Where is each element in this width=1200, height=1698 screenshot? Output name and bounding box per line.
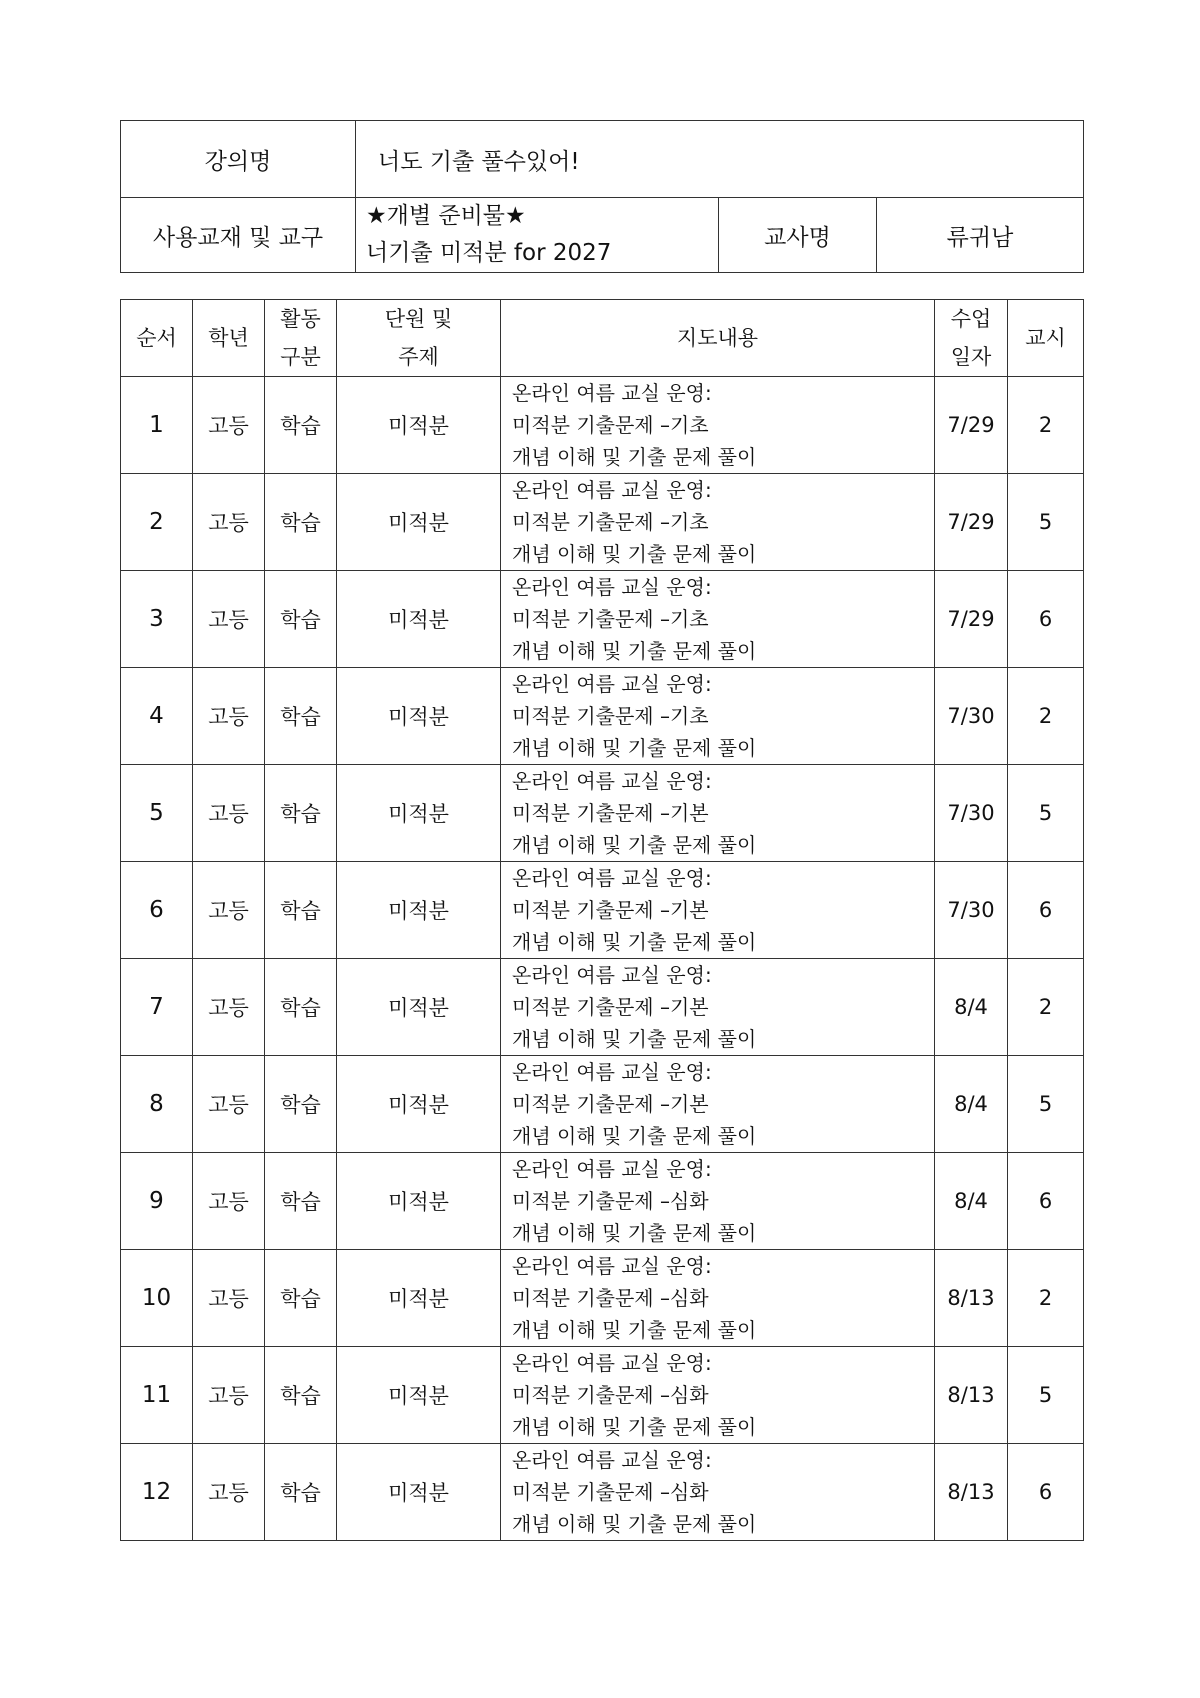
content-line-2: 미적분 기출문제 –기초 xyxy=(512,704,709,728)
cell-period: 5 xyxy=(1008,1056,1084,1153)
table-row xyxy=(121,377,1084,474)
content-line-2: 미적분 기출문제 –심화 xyxy=(512,1189,709,1213)
content-line-1: 온라인 여름 교실 운영: xyxy=(512,1448,712,1472)
cell-order: 4 xyxy=(121,668,193,765)
content-line-3: 개념 이해 및 기출 문제 풀이 xyxy=(512,1318,757,1342)
cell-grade: 고등 xyxy=(193,862,265,959)
content-line-1: 온라인 여름 교실 운영: xyxy=(512,963,712,987)
table-row xyxy=(121,1153,1084,1250)
content-line-3: 개념 이해 및 기출 문제 풀이 xyxy=(512,736,757,760)
cell-period: 2 xyxy=(1008,1250,1084,1347)
cell-content xyxy=(501,1056,935,1153)
course-name-label: 강의명 xyxy=(121,121,356,198)
cell-activity: 학습 xyxy=(265,1056,337,1153)
cell-grade: 고등 xyxy=(193,571,265,668)
cell-date: 8/4 xyxy=(935,959,1008,1056)
cell-grade: 고등 xyxy=(193,1153,265,1250)
content-line-3: 개념 이해 및 기출 문제 풀이 xyxy=(512,1415,757,1439)
content-line-3: 개념 이해 및 기출 문제 풀이 xyxy=(512,542,757,566)
cell-unit: 미적분 xyxy=(337,862,501,959)
cell-period: 2 xyxy=(1008,959,1084,1056)
materials-line-2: 너기출 미적분 for 2027 xyxy=(366,240,612,266)
cell-content xyxy=(501,571,935,668)
cell-content xyxy=(501,1347,935,1444)
cell-period: 6 xyxy=(1008,571,1084,668)
cell-period: 5 xyxy=(1008,1347,1084,1444)
header-date-line-2: 일자 xyxy=(950,345,992,369)
table-row xyxy=(121,1056,1084,1153)
header-grade: 학년 xyxy=(193,300,265,377)
header-order: 순서 xyxy=(121,300,193,377)
cell-grade: 고등 xyxy=(193,1444,265,1541)
cell-grade: 고등 xyxy=(193,765,265,862)
cell-order: 2 xyxy=(121,474,193,571)
cell-period: 5 xyxy=(1008,765,1084,862)
cell-order: 11 xyxy=(121,1347,193,1444)
cell-activity: 학습 xyxy=(265,474,337,571)
cell-period: 2 xyxy=(1008,668,1084,765)
cell-period: 6 xyxy=(1008,1444,1084,1541)
content-line-2: 미적분 기출문제 –기초 xyxy=(512,413,709,437)
content-line-2: 미적분 기출문제 –심화 xyxy=(512,1286,709,1310)
table-row xyxy=(121,862,1084,959)
cell-date: 8/4 xyxy=(935,1056,1008,1153)
cell-unit: 미적분 xyxy=(337,668,501,765)
cell-unit: 미적분 xyxy=(337,959,501,1056)
teacher-label: 교사명 xyxy=(719,198,877,273)
cell-date: 8/13 xyxy=(935,1444,1008,1541)
cell-date: 7/29 xyxy=(935,377,1008,474)
cell-activity: 학습 xyxy=(265,1347,337,1444)
cell-content xyxy=(501,959,935,1056)
cell-grade: 고등 xyxy=(193,474,265,571)
cell-period: 5 xyxy=(1008,474,1084,571)
content-line-3: 개념 이해 및 기출 문제 풀이 xyxy=(512,1512,757,1536)
content-line-1: 온라인 여름 교실 운영: xyxy=(512,478,712,502)
content-line-1: 온라인 여름 교실 운영: xyxy=(512,575,712,599)
cell-date: 8/13 xyxy=(935,1347,1008,1444)
table-row xyxy=(121,1347,1084,1444)
header-activity-line-2: 구분 xyxy=(280,345,321,369)
cell-grade: 고등 xyxy=(193,959,265,1056)
cell-activity: 학습 xyxy=(265,571,337,668)
table-row xyxy=(121,474,1084,571)
materials-line-1: ★개별 준비물★ xyxy=(366,203,526,229)
table-row xyxy=(121,571,1084,668)
content-line-1: 온라인 여름 교실 운영: xyxy=(512,1157,712,1181)
cell-unit: 미적분 xyxy=(337,1153,501,1250)
content-line-1: 온라인 여름 교실 운영: xyxy=(512,1254,712,1278)
cell-content xyxy=(501,765,935,862)
content-line-3: 개념 이해 및 기출 문제 풀이 xyxy=(512,1027,757,1051)
cell-order: 5 xyxy=(121,765,193,862)
cell-date: 7/30 xyxy=(935,862,1008,959)
cell-unit: 미적분 xyxy=(337,474,501,571)
header-date xyxy=(935,300,1008,377)
cell-unit: 미적분 xyxy=(337,377,501,474)
cell-order: 10 xyxy=(121,1250,193,1347)
course-info-table xyxy=(120,120,1084,273)
header-activity xyxy=(265,300,337,377)
cell-content xyxy=(501,1153,935,1250)
table-row xyxy=(121,1444,1084,1541)
content-line-2: 미적분 기출문제 –기본 xyxy=(512,898,709,922)
content-line-3: 개념 이해 및 기출 문제 풀이 xyxy=(512,1221,757,1245)
cell-content xyxy=(501,1250,935,1347)
cell-unit: 미적분 xyxy=(337,765,501,862)
course-name-value: 너도 기출 풀수있어! xyxy=(356,121,1084,198)
cell-unit: 미적분 xyxy=(337,1347,501,1444)
cell-activity: 학습 xyxy=(265,765,337,862)
table-row xyxy=(121,765,1084,862)
content-line-1: 온라인 여름 교실 운영: xyxy=(512,866,712,890)
content-line-3: 개념 이해 및 기출 문제 풀이 xyxy=(512,833,757,857)
content-line-2: 미적분 기출문제 –심화 xyxy=(512,1480,709,1504)
cell-order: 3 xyxy=(121,571,193,668)
header-content: 지도내용 xyxy=(501,300,935,377)
cell-order: 1 xyxy=(121,377,193,474)
header-unit xyxy=(337,300,501,377)
content-line-3: 개념 이해 및 기출 문제 풀이 xyxy=(512,639,757,663)
cell-order: 6 xyxy=(121,862,193,959)
cell-activity: 학습 xyxy=(265,862,337,959)
cell-date: 8/13 xyxy=(935,1250,1008,1347)
cell-date: 8/4 xyxy=(935,1153,1008,1250)
cell-unit: 미적분 xyxy=(337,1444,501,1541)
content-line-1: 온라인 여름 교실 운영: xyxy=(512,672,712,696)
materials-label: 사용교재 및 교구 xyxy=(121,198,356,273)
table-row xyxy=(121,668,1084,765)
cell-period: 6 xyxy=(1008,862,1084,959)
content-line-1: 온라인 여름 교실 운영: xyxy=(512,1351,712,1375)
cell-date: 7/30 xyxy=(935,668,1008,765)
cell-content xyxy=(501,862,935,959)
cell-grade: 고등 xyxy=(193,1347,265,1444)
cell-date: 7/29 xyxy=(935,474,1008,571)
cell-period: 6 xyxy=(1008,1153,1084,1250)
cell-date: 7/30 xyxy=(935,765,1008,862)
content-line-3: 개념 이해 및 기출 문제 풀이 xyxy=(512,445,757,469)
content-line-2: 미적분 기출문제 –기본 xyxy=(512,801,709,825)
content-line-2: 미적분 기출문제 –기본 xyxy=(512,995,709,1019)
table-row xyxy=(121,1250,1084,1347)
cell-unit: 미적분 xyxy=(337,1056,501,1153)
cell-unit: 미적분 xyxy=(337,1250,501,1347)
cell-content xyxy=(501,377,935,474)
cell-grade: 고등 xyxy=(193,1250,265,1347)
content-line-1: 온라인 여름 교실 운영: xyxy=(512,769,712,793)
cell-activity: 학습 xyxy=(265,1444,337,1541)
header-date-line-1: 수업 xyxy=(950,307,992,331)
cell-unit: 미적분 xyxy=(337,571,501,668)
content-line-3: 개념 이해 및 기출 문제 풀이 xyxy=(512,1124,757,1148)
content-line-2: 미적분 기출문제 –기본 xyxy=(512,1092,709,1116)
cell-activity: 학습 xyxy=(265,377,337,474)
header-period: 교시 xyxy=(1008,300,1084,377)
cell-order: 8 xyxy=(121,1056,193,1153)
cell-grade: 고등 xyxy=(193,377,265,474)
cell-order: 12 xyxy=(121,1444,193,1541)
header-unit-line-2: 주제 xyxy=(398,345,439,369)
content-line-1: 온라인 여름 교실 운영: xyxy=(512,381,712,405)
content-line-2: 미적분 기출문제 –기초 xyxy=(512,510,709,534)
cell-content xyxy=(501,1444,935,1541)
content-line-2: 미적분 기출문제 –기초 xyxy=(512,607,709,631)
cell-date: 7/29 xyxy=(935,571,1008,668)
cell-grade: 고등 xyxy=(193,668,265,765)
content-line-2: 미적분 기출문제 –심화 xyxy=(512,1383,709,1407)
content-line-3: 개념 이해 및 기출 문제 풀이 xyxy=(512,930,757,954)
cell-content xyxy=(501,668,935,765)
cell-activity: 학습 xyxy=(265,959,337,1056)
cell-grade: 고등 xyxy=(193,1056,265,1153)
materials-value xyxy=(356,198,719,273)
lesson-schedule-table xyxy=(120,299,1084,1541)
table-row xyxy=(121,959,1084,1056)
cell-activity: 학습 xyxy=(265,1250,337,1347)
cell-activity: 학습 xyxy=(265,668,337,765)
header-activity-line-1: 활동 xyxy=(280,307,321,331)
content-line-1: 온라인 여름 교실 운영: xyxy=(512,1060,712,1084)
teacher-name: 류귀남 xyxy=(877,198,1084,273)
cell-period: 2 xyxy=(1008,377,1084,474)
schedule-header-row xyxy=(121,300,1084,377)
cell-order: 9 xyxy=(121,1153,193,1250)
header-unit-line-1: 단원 및 xyxy=(384,307,453,331)
cell-order: 7 xyxy=(121,959,193,1056)
cell-content xyxy=(501,474,935,571)
cell-activity: 학습 xyxy=(265,1153,337,1250)
